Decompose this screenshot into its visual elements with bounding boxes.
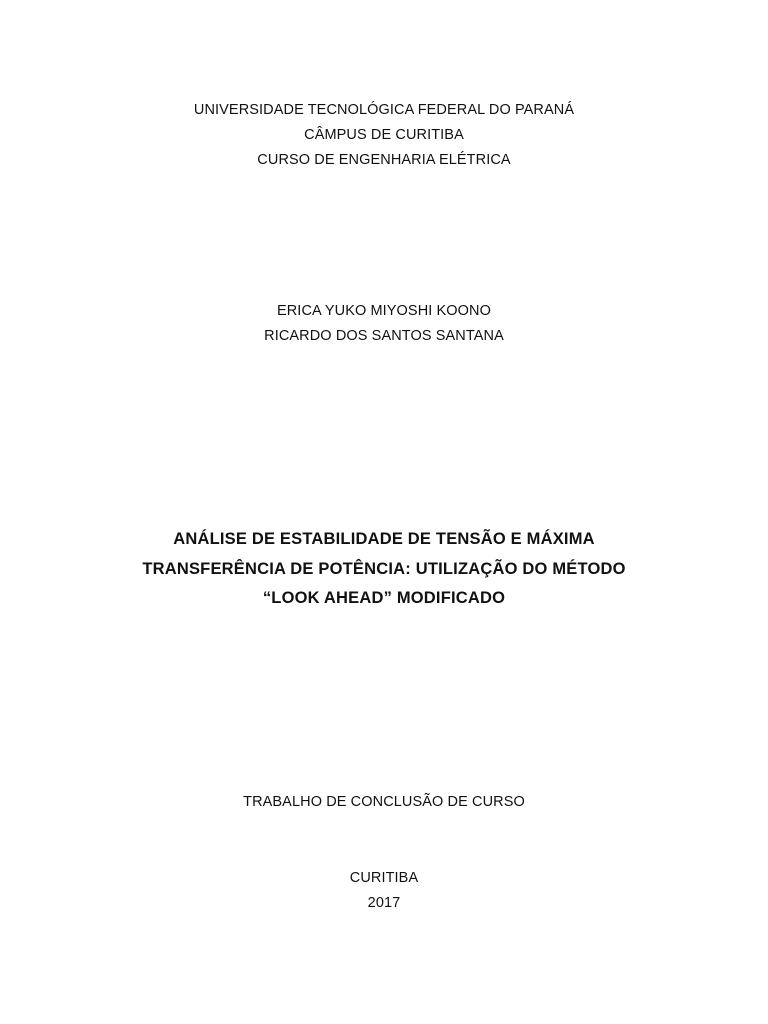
institution-header [0,98,768,173]
city: CURITIBA [349,870,419,886]
authors [0,299,768,349]
year: 2017 [367,895,401,911]
author-name: ERICA YUKO MIYOSHI KOONO [276,303,492,319]
title-line: “LOOK AHEAD” MODIFICADO [262,589,506,607]
university-name: UNIVERSIDADE TECNOLÓGICA FEDERAL DO PARANÁ [193,102,575,118]
location-and-year [0,866,768,916]
author-name: RICARDO DOS SANTOS SANTANA [264,328,504,344]
title-line: TRANSFERÊNCIA DE POTÊNCIA: UTILIZAÇÃO DO MÉTODO [142,559,626,578]
document-title [0,525,768,614]
work-type-label: TRABALHO DE CONCLUSÃO DE CURSO [243,794,525,810]
campus-name: CÂMPUS DE CURITIBA [304,127,464,143]
title-line: ANÁLISE DE ESTABILIDADE DE TENSÃO E MÁXIMA [173,530,595,548]
work-type [0,790,768,815]
course-name: CURSO DE ENGENHARIA ELÉTRICA [257,152,511,168]
